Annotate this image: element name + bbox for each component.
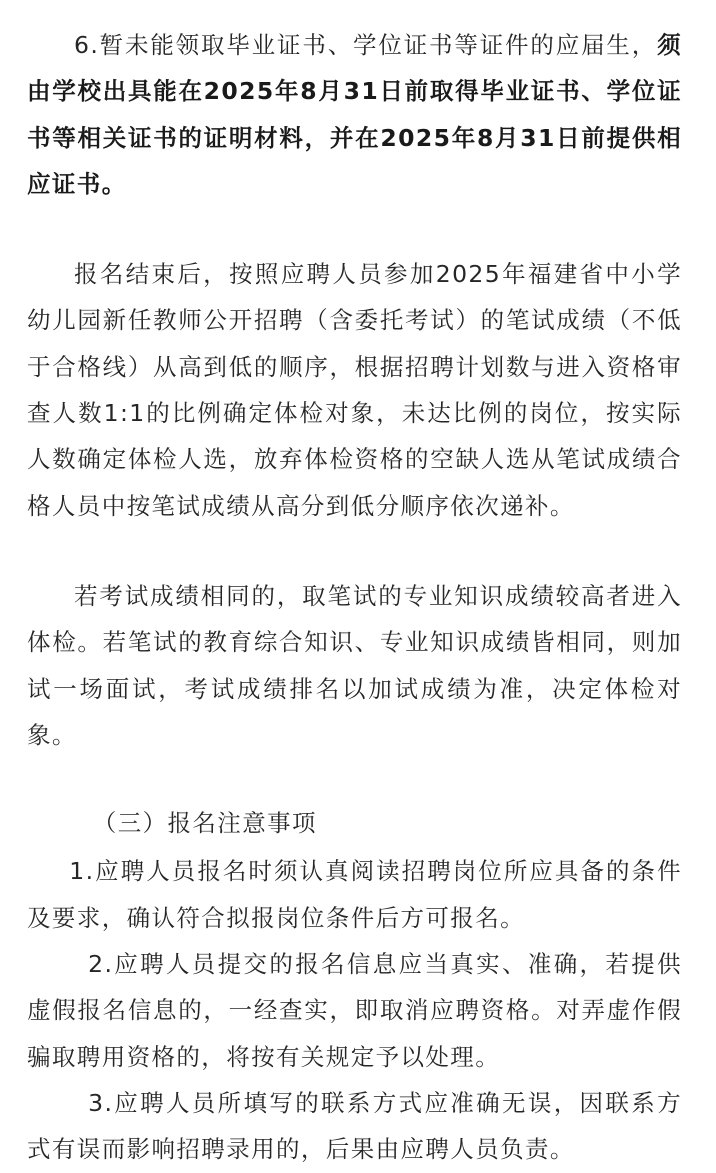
note-item-3: 3.应聘人员所填写的联系方式应准确无误，因联系方式有误而影响招聘录用的，后果由应聘人员负责。 <box>27 1088 682 1164</box>
note-item-1: 1.应聘人员报名时须认真阅读招聘岗位所应具备的条件及要求，确认符合拟报岗位条件后方可报名。 <box>27 857 682 932</box>
section-heading: （三）报名注意事项 <box>92 809 317 838</box>
item-6-paragraph <box>27 22 682 207</box>
note-item-2: 2.应聘人员提交的报名信息应当真实、准确，若提供虚假报名信息的，一经查实，即取消应聘资格。对弄虚作假骗取聘用资格的，将按有关规定予以处理。 <box>27 950 682 1071</box>
item-6-bold-text: 须由学校出具能在2025年8月31日前取得毕业证书、学位证书等相关证书的证明材料，并在2025年8月31日前提供相应证书。 <box>27 31 682 198</box>
item-6-lead: 6.暂未能领取毕业证书、学位证书等证件的应届生， <box>74 31 658 59</box>
tie-break-paragraph: 若考试成绩相同的，取笔试的专业知识成绩较高者进入体检。若笔试的教育综合知识、专业知识成绩皆相同，则加试一场面试，考试成绩排名以加试成绩为准，决定体检对象。 <box>27 581 682 749</box>
physical-exam-paragraph: 报名结束后，按照应聘人员参加2025年福建省中小学幼儿园新任教师公开招聘（含委托考试）的笔试成绩（不低于合格线）从高到低的顺序，根据招聘计划数与进入资格审查人数1:1的比例确定体检对象，未达比例的岗位，按实际人数确定体检人选，放弃体检资格的空缺人选从笔试成绩合格人员中按笔试成绩从高分到低分顺序依次递补。 <box>27 260 682 520</box>
